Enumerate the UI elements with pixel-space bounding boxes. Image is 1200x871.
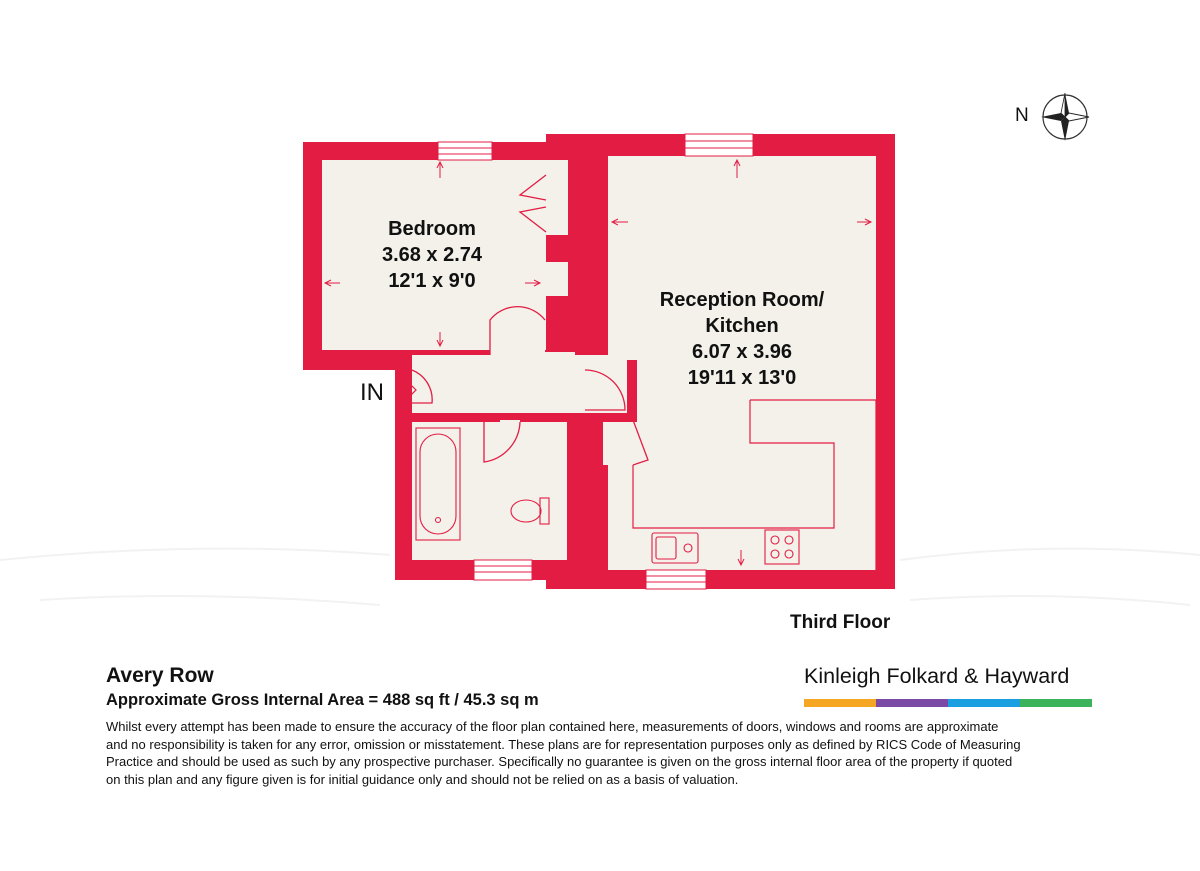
- reception-name-line2: Kitchen: [705, 315, 779, 337]
- floor-name: Third Floor: [790, 612, 891, 633]
- bedroom-window: [438, 142, 492, 160]
- brand-bar-segment: [876, 699, 948, 707]
- entrance-label: IN: [360, 379, 384, 406]
- disclaimer-line: Whilst every attempt has been made to ensure the accuracy of the floor plan contained here, measurements of doors, windows and rooms are approximate: [106, 719, 999, 734]
- north-label: N: [1015, 105, 1029, 126]
- compass-rose-icon: [1041, 93, 1089, 141]
- property-name: Avery Row: [106, 664, 214, 687]
- bedroom-label: [372, 216, 492, 294]
- cupboard-floor: [603, 420, 633, 465]
- brand-bar-segment: [1020, 699, 1092, 707]
- disclaimer-line: Practice and should be used as such by any prospective purchaser. Specifically no guarantee is given on the gross internal floor area of the property if quoted: [106, 754, 1013, 769]
- bathroom-floor: [412, 420, 567, 560]
- bedroom-metric: 3.68 x 2.74: [381, 244, 483, 266]
- reception-window-bottom: [646, 570, 706, 589]
- reception-name-line1: Reception Room/: [659, 289, 825, 311]
- gross-internal-area: Approximate Gross Internal Area = 488 sq ft / 45.3 sq m: [106, 691, 539, 709]
- reception-metric: 6.07 x 3.96: [691, 341, 793, 363]
- disclaimer-line: on this plan and any figure given is for initial guidance only and should not be relied on as a basis of valuation.: [106, 771, 739, 787]
- agency-logo-text: Kinleigh Folkard & Hayward: [804, 664, 1070, 688]
- disclaimer-line: and no responsibility is taken for any error, omission or misstatement. These plans are for representation purposes only as defined by RICS Code of Measuring: [106, 736, 1021, 752]
- disclaimer: [106, 718, 1106, 788]
- agency-color-bar: [804, 699, 1092, 707]
- reception-imperial: 19'11 x 13'0: [687, 367, 797, 389]
- bedroom-imperial: 12'1 x 9'0: [388, 270, 476, 292]
- brand-bar-segment: [804, 699, 876, 707]
- brand-bar-segment: [948, 699, 1020, 707]
- hallway-floor: [412, 355, 627, 413]
- bathroom-window: [474, 560, 532, 580]
- reception-window-top: [685, 134, 753, 156]
- bedroom-name: Bedroom: [388, 218, 476, 240]
- reception-kitchen-label: [632, 287, 852, 391]
